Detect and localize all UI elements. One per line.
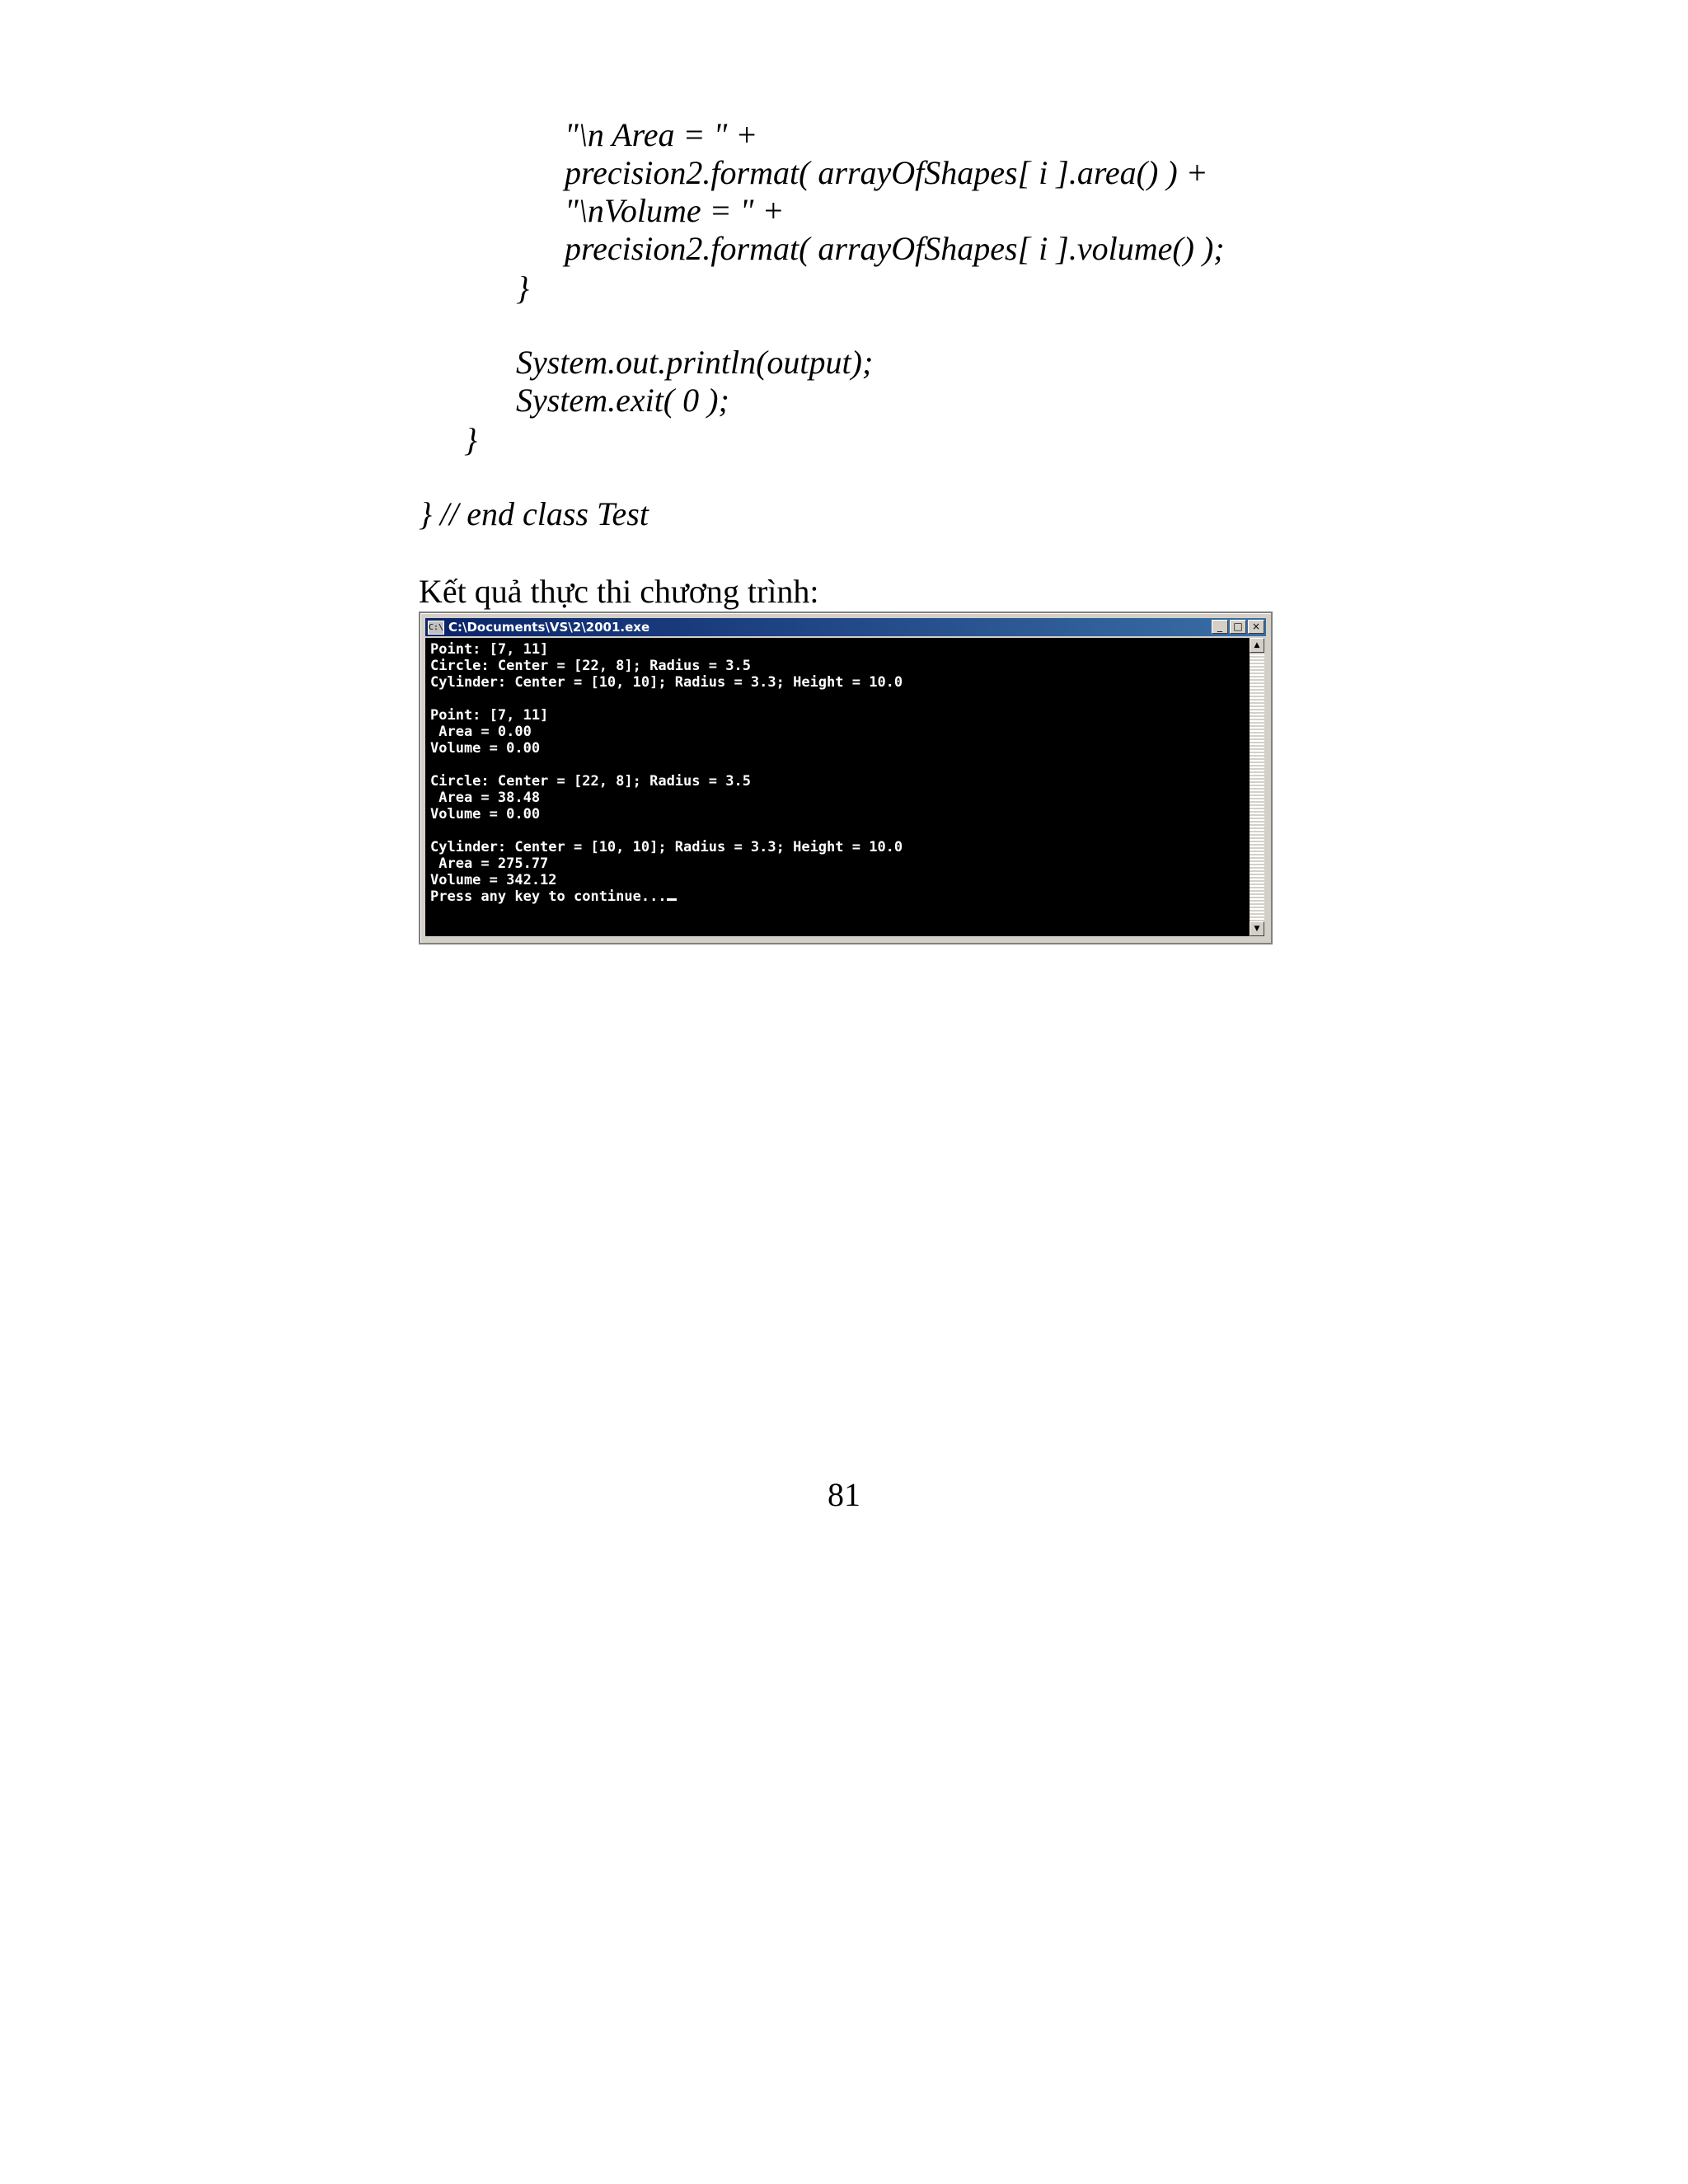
code-line: } // end class Test: [419, 495, 649, 532]
console-line: Volume = 0.00: [430, 740, 541, 757]
console-prompt-line: [430, 888, 1245, 905]
code-line: System.exit( 0 );: [516, 382, 729, 419]
code-line: }: [464, 421, 477, 458]
console-line: Point: [7, 11]: [430, 707, 549, 724]
code-line: }: [516, 269, 529, 307]
console-line: Circle: Center = [22, 8]; Radius = 3.5: [430, 773, 751, 790]
vertical-scrollbar[interactable]: [1250, 638, 1264, 936]
page-number: 81: [828, 1476, 860, 1513]
console-icon[interactable]: C:\: [428, 621, 444, 635]
code-line: System.out.println(output);: [516, 344, 874, 381]
console-line: Area = 275.77: [430, 855, 549, 872]
console-prompt: Press any key to continue...: [430, 888, 667, 905]
console-line: Volume = 0.00: [430, 806, 541, 823]
console-window[interactable]: [419, 612, 1273, 944]
console-line: [430, 823, 1245, 839]
code-line: "\nVolume = " +: [565, 192, 785, 229]
console-line: Cylinder: Center = [10, 10]; Radius = 3.3; Height = 10.0: [430, 674, 903, 691]
console-line: Volume = 342.12: [430, 872, 557, 888]
scroll-up-button[interactable]: ▲: [1250, 638, 1264, 653]
maximize-button[interactable]: □: [1230, 620, 1246, 634]
console-titlebar[interactable]: [425, 618, 1266, 636]
console-line: Area = 38.48: [430, 790, 541, 806]
console-title: C:\Documents\VS\2\2001.exe: [448, 620, 650, 635]
code-line: precision2.format( arrayOfShapes[ i ].volume() );: [565, 230, 1225, 267]
text-cursor: [667, 898, 677, 901]
output-caption: Kết quả thực thi chương trình:: [419, 573, 819, 610]
code-line: precision2.format( arrayOfShapes[ i ].area() ) +: [565, 154, 1208, 191]
close-button[interactable]: ×: [1248, 620, 1264, 634]
console-output[interactable]: [425, 638, 1250, 936]
code-line: "\n Area = " +: [565, 116, 758, 153]
console-line: Point: [7, 11]: [430, 641, 549, 658]
console-line: [430, 757, 1245, 773]
scroll-down-button[interactable]: ▼: [1250, 921, 1264, 936]
console-line: Cylinder: Center = [10, 10]; Radius = 3.3; Height = 10.0: [430, 839, 903, 855]
console-line: Area = 0.00: [430, 724, 532, 740]
console-line: [430, 691, 1245, 707]
minimize-button[interactable]: _: [1212, 620, 1228, 634]
console-line: Circle: Center = [22, 8]; Radius = 3.5: [430, 658, 751, 674]
